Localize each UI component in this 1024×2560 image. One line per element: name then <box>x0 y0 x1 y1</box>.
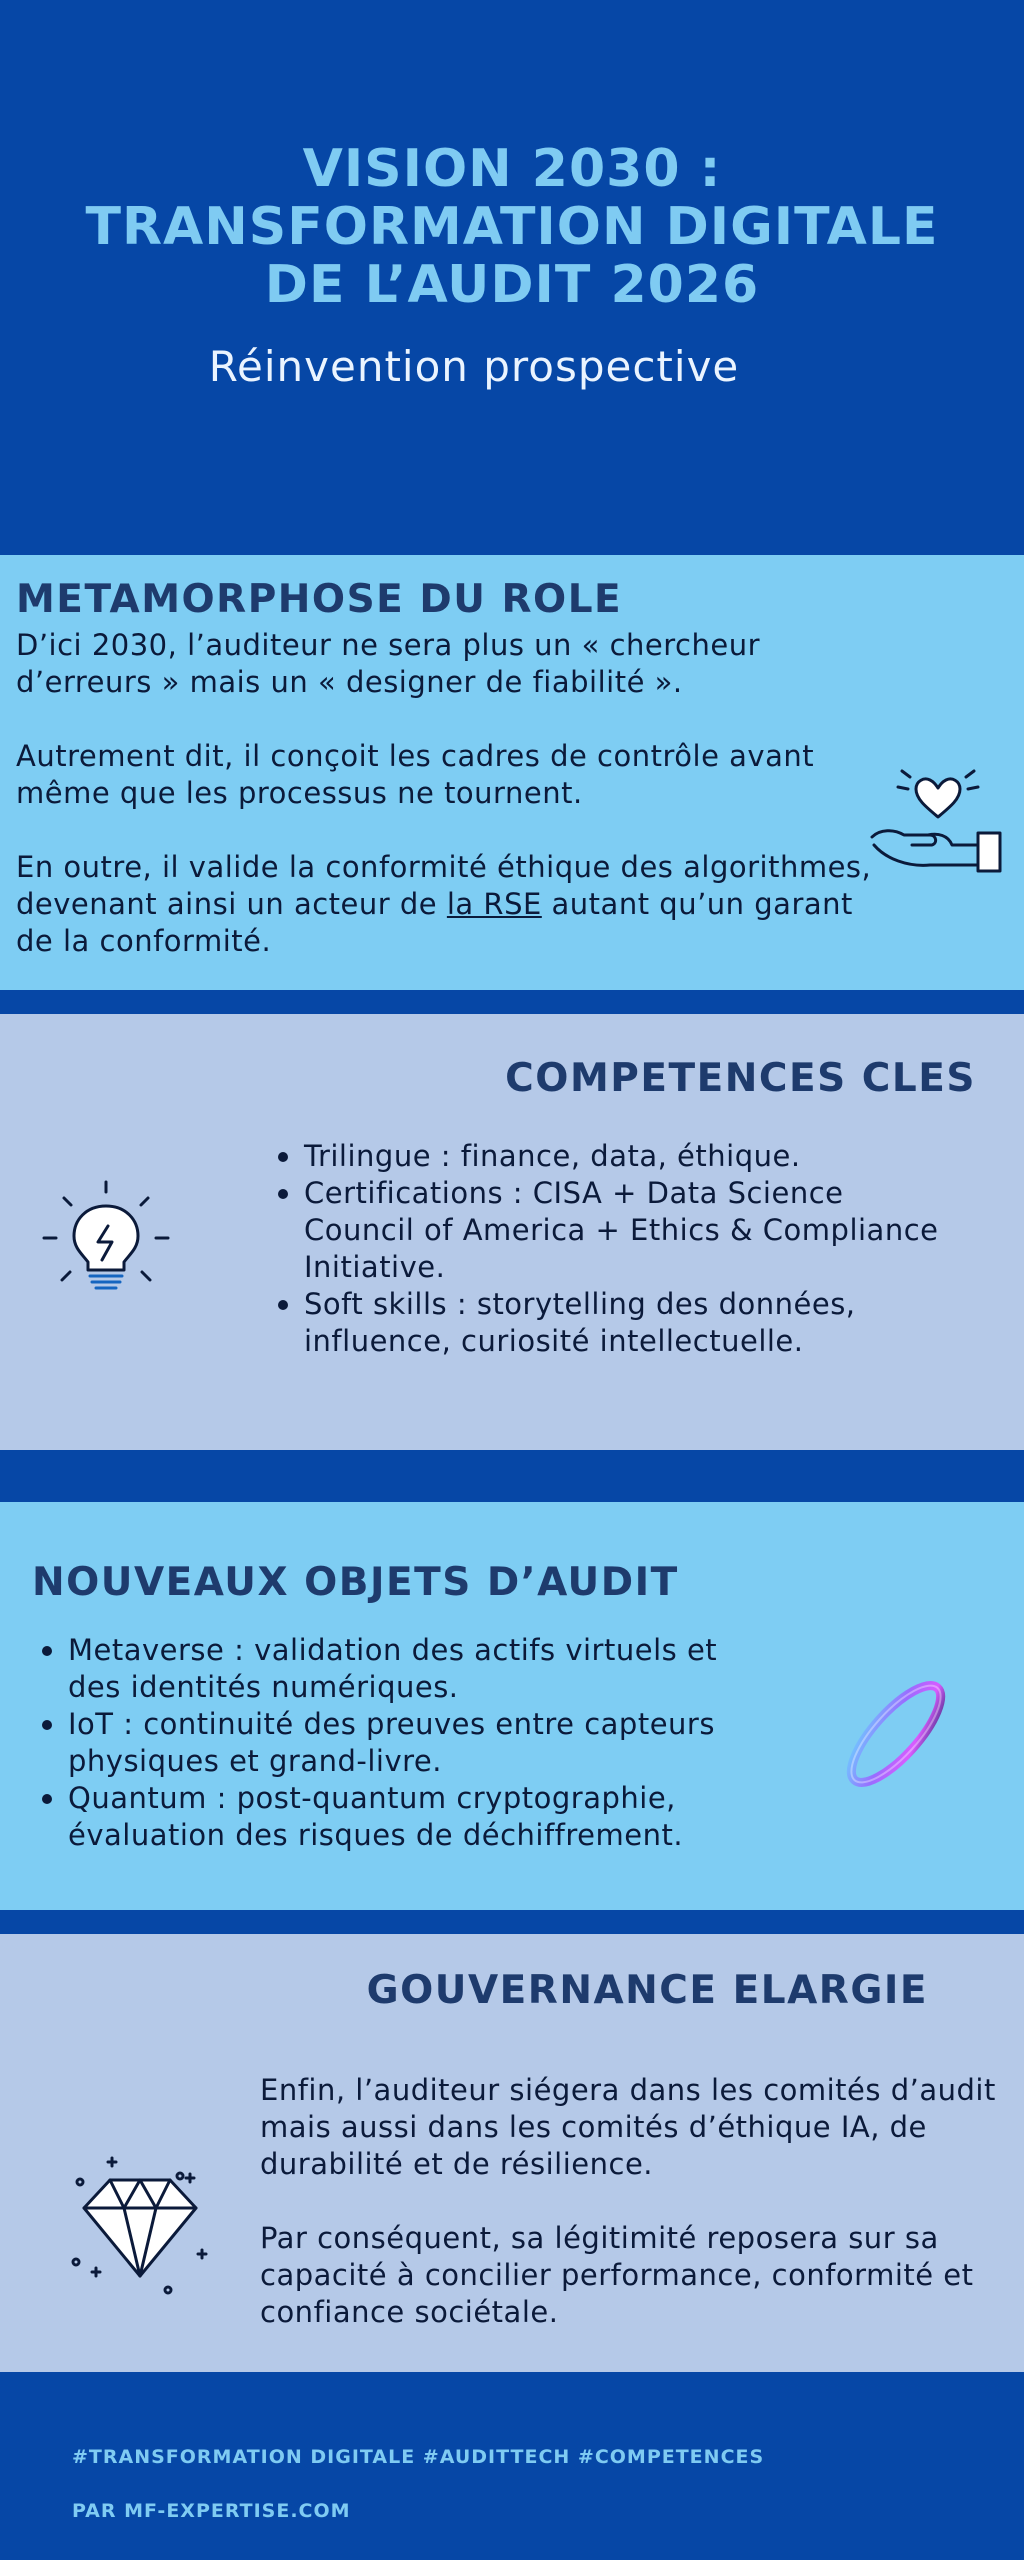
section-divider <box>0 1450 1024 1502</box>
paragraph: D’ici 2030, l’auditeur ne sera plus un « chercheur d’erreurs » mais un « designer de fiabilité ». <box>16 628 761 699</box>
footer <box>0 2372 1024 2560</box>
section-metamorphose <box>0 555 1024 990</box>
ring-icon <box>832 1670 960 1798</box>
list-item: Soft skills : storytelling des données, influence, curiosité intellectuelle. <box>272 1286 952 1360</box>
diamond-icon <box>60 2150 220 2300</box>
paragraph-text: autant qu’un garant de la conformité. <box>16 887 853 958</box>
section-title: COMPETENCES CLES <box>505 1056 976 1101</box>
section-divider <box>0 1910 1024 1934</box>
list-item: Certifications : CISA + Data Science Council of America + Ethics & Compliance Initiative. <box>272 1175 952 1286</box>
title-line-3: DE L’AUDIT 2026 <box>264 255 760 315</box>
paragraph: Enfin, l’auditeur siégera dans les comités d’audit mais aussi dans les comités d’éthique IA, de durabilité et de résilience. <box>260 2073 996 2181</box>
list-item: Metaverse : validation des actifs virtuels et des identités numériques. <box>36 1632 776 1706</box>
section-gouvernance <box>0 1934 1024 2372</box>
list-item: Quantum : post-quantum cryptographie, évaluation des risques de déchiffrement. <box>36 1780 776 1854</box>
objets-list <box>36 1632 776 1854</box>
section-competences <box>0 1014 1024 1450</box>
title-line-1: VISION 2030 : <box>302 139 722 199</box>
page-subtitle: Réinvention prospective <box>208 342 740 391</box>
section-title: GOUVERNANCE ELARGIE <box>366 1968 928 2013</box>
section-nouveaux-objets <box>0 1502 1024 1910</box>
section-title: METAMORPHOSE DU ROLE <box>16 577 623 622</box>
rse-link[interactable]: la RSE <box>446 887 542 921</box>
header <box>0 0 1024 555</box>
page-title <box>0 140 1024 314</box>
list-item: Trilingue : finance, data, éthique. <box>272 1138 952 1175</box>
footer-hashtags: #TRANSFORMATION DIGITALE #AUDITTECH #COMPETENCES <box>72 2446 765 2468</box>
paragraph <box>16 849 876 960</box>
section-divider <box>0 990 1024 1014</box>
title-line-2: TRANSFORMATION DIGITALE <box>85 197 939 257</box>
paragraph: Autrement dit, il conçoit les cadres de contrôle avant même que les processus ne tournent. <box>16 739 815 810</box>
paragraph: Par conséquent, sa légitimité reposera sur sa capacité à concilier performance, conformité et confiance sociétale. <box>260 2221 974 2329</box>
section-title: NOUVEAUX OBJETS D’AUDIT <box>32 1560 679 1605</box>
list-item: IoT : continuité des preuves entre capteurs physiques et grand-livre. <box>36 1706 776 1780</box>
footer-credit[interactable]: PAR MF-EXPERTISE.COM <box>72 2500 351 2522</box>
section-body <box>16 627 876 960</box>
section-body <box>260 2072 1000 2331</box>
hand-heart-icon <box>868 755 1008 875</box>
lightbulb-icon <box>40 1174 172 1306</box>
paragraph-text: En outre, il valide la conformité éthique des algorithmes, devenant ainsi un acteur de <box>16 850 872 921</box>
competences-list <box>272 1138 952 1360</box>
